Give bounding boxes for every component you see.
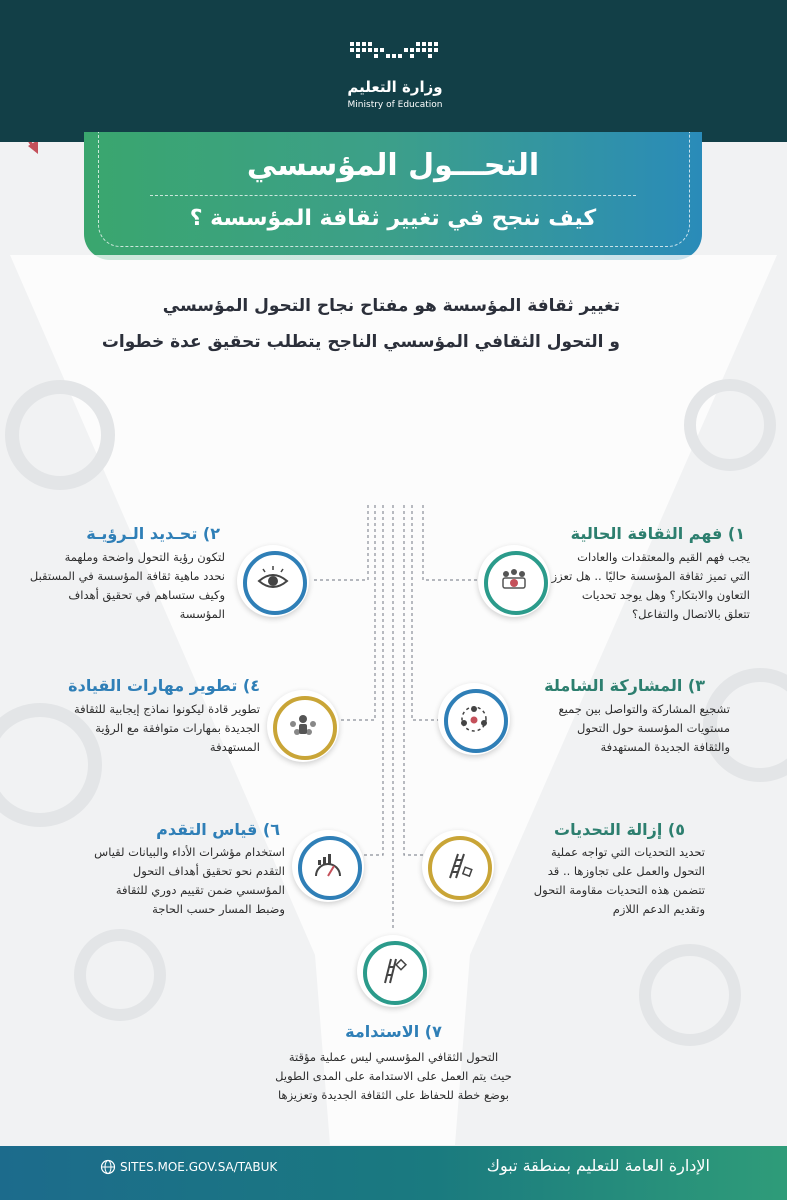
step-6-badge: [292, 830, 364, 902]
step-2-title: ٢) تحـديد الـرؤيـة: [86, 524, 220, 543]
page-title: التحـــول المؤسسي: [246, 148, 540, 183]
step-2-body: لتكون رؤية التحول واضحة وملهمة نحدد ماهية ثقافة المؤسسة في المستقبل وكيف ستساهم في تحقيق أهداف المؤسسة: [29, 550, 225, 621]
step-1-body: يجب فهم القيم والمعتقدات والعادات التي تميز ثقافة المؤسسة حاليًا .. هل تعزز التعاون والابتكار؟ وهل يوجد تحديات تتعلق بالاتصال والتفاعل؟: [551, 550, 750, 621]
step-4-title: ٤) تطوير مهارات القيادة: [68, 676, 260, 695]
step-5-body: تحديد التحديات التي تواجه عملية التحول والعمل على تجاوزها .. قد تتضمن هذه التحديات مقاومة التحول وتقديم الدعم اللازم: [533, 845, 705, 916]
ministry-logo-icon: [348, 40, 440, 68]
step-4-badge: [267, 690, 339, 762]
ladder-icon: [442, 850, 474, 882]
header-bar: [0, 0, 787, 142]
eye-icon: [257, 565, 289, 597]
step-3-title: ٣) المشاركة الشاملة: [544, 676, 705, 695]
ministry-name-english: Ministry of Education: [347, 100, 443, 110]
page-subtitle: كيف ننجح في تغيير ثقافة المؤسسة ؟: [189, 206, 597, 231]
footer-department-name: الإدارة العامة للتعليم بمنطقة تبوك: [486, 1156, 710, 1175]
climb-icon: [377, 955, 409, 987]
ministry-name-arabic: وزارة التعليم: [347, 78, 443, 96]
step-7-title: ٧) الاستدامة: [345, 1022, 442, 1041]
step-5-badge: [422, 830, 494, 902]
step-6-body: استخدام مؤشرات الأداء والبيانات لقياس التقدم نحو تحقيق أهداف التحول المؤسسي ضمن تقييم دوري للثقافة وضبط المسار حسب الحاجة: [94, 845, 285, 916]
step-7-badge: [357, 935, 429, 1007]
banner-divider: [150, 195, 636, 196]
step-1-badge: [478, 545, 550, 617]
step-6-title: ٦) قياس التقدم: [156, 820, 280, 839]
footer-url-link[interactable]: SITES.MOE.GOV.SA/TABUK: [120, 1160, 278, 1174]
step-7-body: التحول الثقافي المؤسسي ليس عملية مؤقتة حيث يتم العمل على الاستدامة على المدى الطويل بوضع خطة للحفاظ على الثقافة الجديدة وتعزيزها: [275, 1050, 512, 1102]
step-1-title: ١) فهم الثقافة الحالية: [570, 524, 745, 543]
step-4-body: تطوير قادة ليكونوا نماذج إيجابية للثقافة الجديدة بمهارات متوافقة مع الرؤية المستهدفة: [74, 702, 260, 754]
intro-line-2: و التحول الثقافي المؤسسي الناجح يتطلب تحقيق عدة خطوات: [101, 332, 620, 352]
collaboration-icon: [458, 703, 490, 735]
leadership-icon: [287, 710, 319, 742]
chart-gauge-icon: [312, 850, 344, 882]
step-2-badge: [237, 545, 309, 617]
intro-line-1: تغيير ثقافة المؤسسة هو مفتاح نجاح التحول المؤسسي: [162, 296, 620, 316]
globe-icon: [100, 1159, 116, 1175]
team-icon: [498, 565, 530, 597]
step-3-body: تشجيع المشاركة والتواصل بين جميع مستويات المؤسسة حول التحول والثقافة الجديدة المستهدفة: [558, 702, 730, 754]
step-5-title: ٥) إزالة التحديات: [554, 820, 685, 839]
